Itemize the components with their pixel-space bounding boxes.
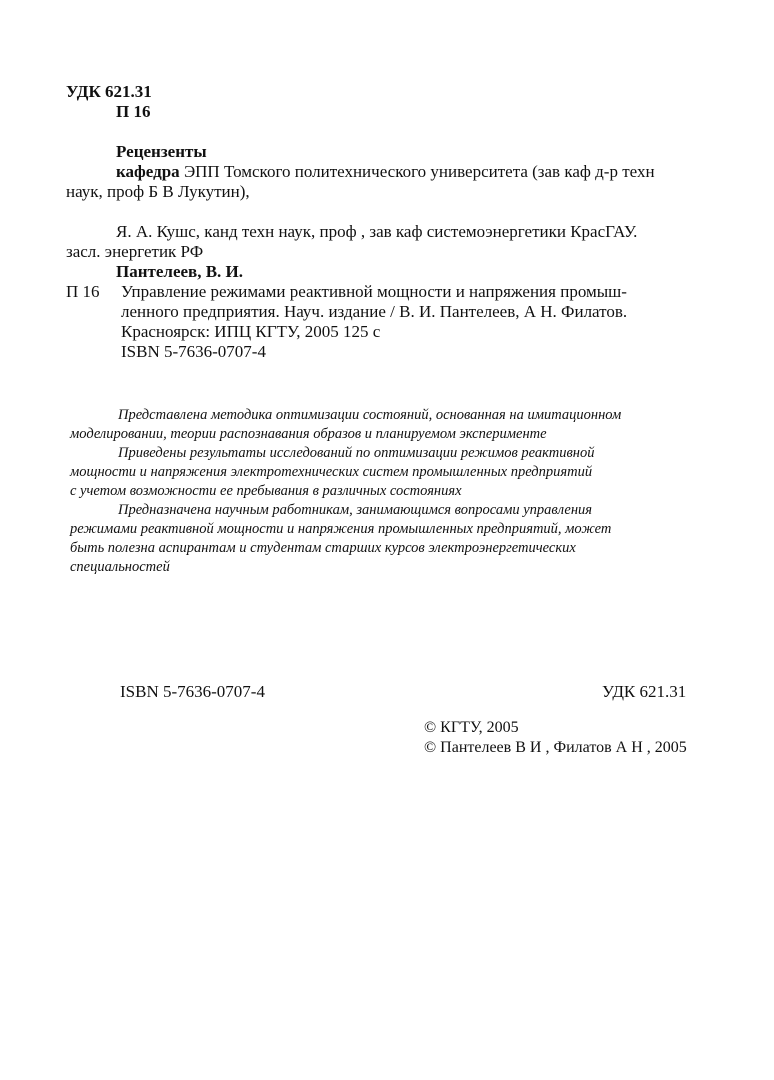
abstract-line-6: Предназначена научным работникам, занимающимся вопросами управления xyxy=(118,502,592,518)
catalog-author: Пантелеев, В. И. xyxy=(116,262,244,281)
catalog-index: П 16 xyxy=(66,282,100,301)
abstract-line-1: Представлена методика оптимизации состояний, основанная на имитационном xyxy=(118,407,622,423)
catalog-isbn: ISBN 5-7636-0707-4 xyxy=(121,342,266,361)
udc-code: УДК 621.31 xyxy=(66,82,152,101)
catalog-line-3: Красноярск: ИПЦ КГТУ, 2005 125 с xyxy=(121,322,381,341)
reviewer-1-label: кафедра xyxy=(116,162,180,181)
reviewers-heading: Рецензенты xyxy=(116,142,207,161)
copyright-kgtu: © КГТУ, 2005 xyxy=(424,719,519,736)
reviewer-1-line-2: наук, проф Б В Лукутин), xyxy=(66,182,250,201)
reviewer-1-line-1 xyxy=(116,162,655,182)
bbk-code: П 16 xyxy=(116,102,151,121)
reviewer-1-text: ЭПП Томского политехнического университета (зав каф д-р техн xyxy=(183,162,655,181)
catalog-line-1: Управление режимами реактивной мощности и напряжения промыш- xyxy=(121,282,627,301)
reviewer-2-line-1: Я. А. Кушс, канд техн наук, проф , зав каф системоэнергетики КрасГАУ. xyxy=(116,222,638,241)
abstract-line-4: мощности и напряжения электротехнических систем промышленных предприятий xyxy=(70,464,593,480)
reviewer-2-line-2: засл. энергетик РФ xyxy=(66,242,204,261)
abstract-line-2: моделировании, теории распознавания образов и планируемом эксперименте xyxy=(70,426,547,442)
footer-udc: УДК 621.31 xyxy=(602,682,687,701)
copyright-authors: © Пантелеев В И , Филатов А Н , 2005 xyxy=(424,739,687,756)
footer-isbn: ISBN 5-7636-0707-4 xyxy=(120,682,265,701)
abstract-line-7: режимами реактивной мощности и напряжения промышленных предприятий, может xyxy=(70,521,612,537)
abstract-line-9: специальностей xyxy=(70,559,170,575)
catalog-line-2: ленного предприятия. Науч. издание / В. И. Пантелеев, А Н. Филатов. xyxy=(121,302,628,321)
abstract-line-3: Приведены результаты исследований по оптимизации режимов реактивной xyxy=(118,445,595,461)
abstract-line-8: быть полезна аспирантам и студентам старших курсов электроэнергетических xyxy=(70,540,576,556)
abstract-line-5: с учетом возможности ее пребывания в различных состояниях xyxy=(70,483,462,499)
